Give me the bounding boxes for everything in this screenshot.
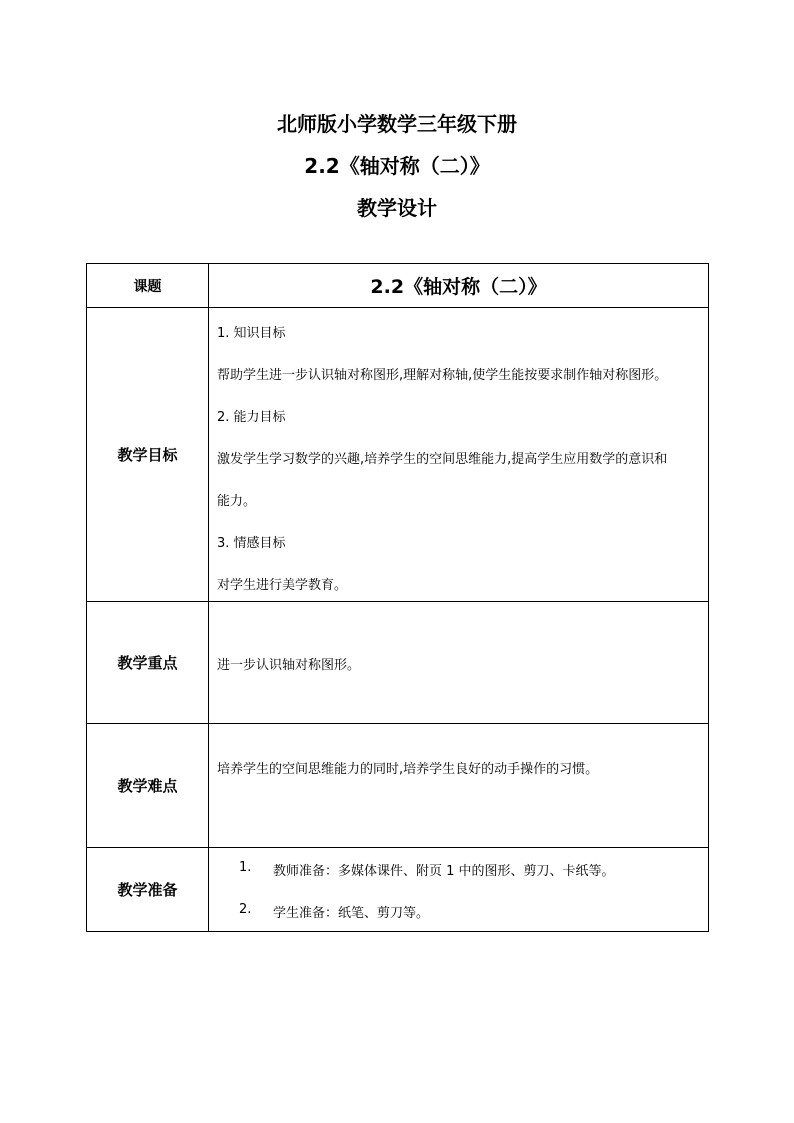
table-row-preparation — [87, 848, 709, 932]
prep-item-text: 教师准备：多媒体课件、附页 1 中的图形、剪刀、卡纸等。 — [273, 864, 615, 879]
prep-item-number: 1. — [239, 860, 252, 875]
goals-line: 帮助学生进一步认识轴对称图形,理解对称轴,使学生能按要求制作轴对称图形。 — [217, 368, 668, 383]
title-value: 2.2《轴对称（二）》 — [209, 264, 709, 308]
document-subtitle: 教学设计 — [357, 196, 437, 220]
focus-content — [209, 602, 709, 724]
table-row-title — [87, 264, 709, 308]
goals-line: 激发学生学习数学的兴趣,培养学生的空间思维能力,提高学生应用数学的意识和 — [217, 452, 668, 467]
prep-item-text: 学生准备：纸笔、剪刀等。 — [273, 906, 430, 921]
preparation-content — [209, 848, 709, 932]
focus-text: 进一步认识轴对称图形。 — [217, 658, 361, 673]
focus-label: 教学重点 — [87, 602, 209, 724]
title-label: 课题 — [87, 264, 209, 308]
goals-line: 3. 情感目标 — [217, 536, 286, 551]
goals-line: 对学生进行美学教育。 — [217, 578, 348, 593]
preparation-label: 教学准备 — [87, 848, 209, 932]
table-row-goals — [87, 308, 709, 602]
difficulty-label: 教学难点 — [87, 724, 209, 848]
table-row-focus — [87, 602, 709, 724]
document-title: 北师版小学数学三年级下册 — [277, 112, 517, 136]
goals-line: 2. 能力目标 — [217, 410, 286, 425]
difficulty-content — [209, 724, 709, 848]
prep-item-number: 2. — [239, 902, 252, 917]
difficulty-text: 培养学生的空间思维能力的同时,培养学生良好的动手操作的习惯。 — [217, 762, 599, 777]
table-row-difficulty — [87, 724, 709, 848]
lesson-title: 2.2《轴对称（二）》 — [304, 154, 490, 178]
lesson-plan-table — [86, 263, 709, 932]
goals-line: 能力。 — [217, 494, 257, 509]
goals-content — [209, 308, 709, 602]
goals-line: 1. 知识目标 — [217, 326, 286, 341]
goals-label: 教学目标 — [87, 308, 209, 602]
